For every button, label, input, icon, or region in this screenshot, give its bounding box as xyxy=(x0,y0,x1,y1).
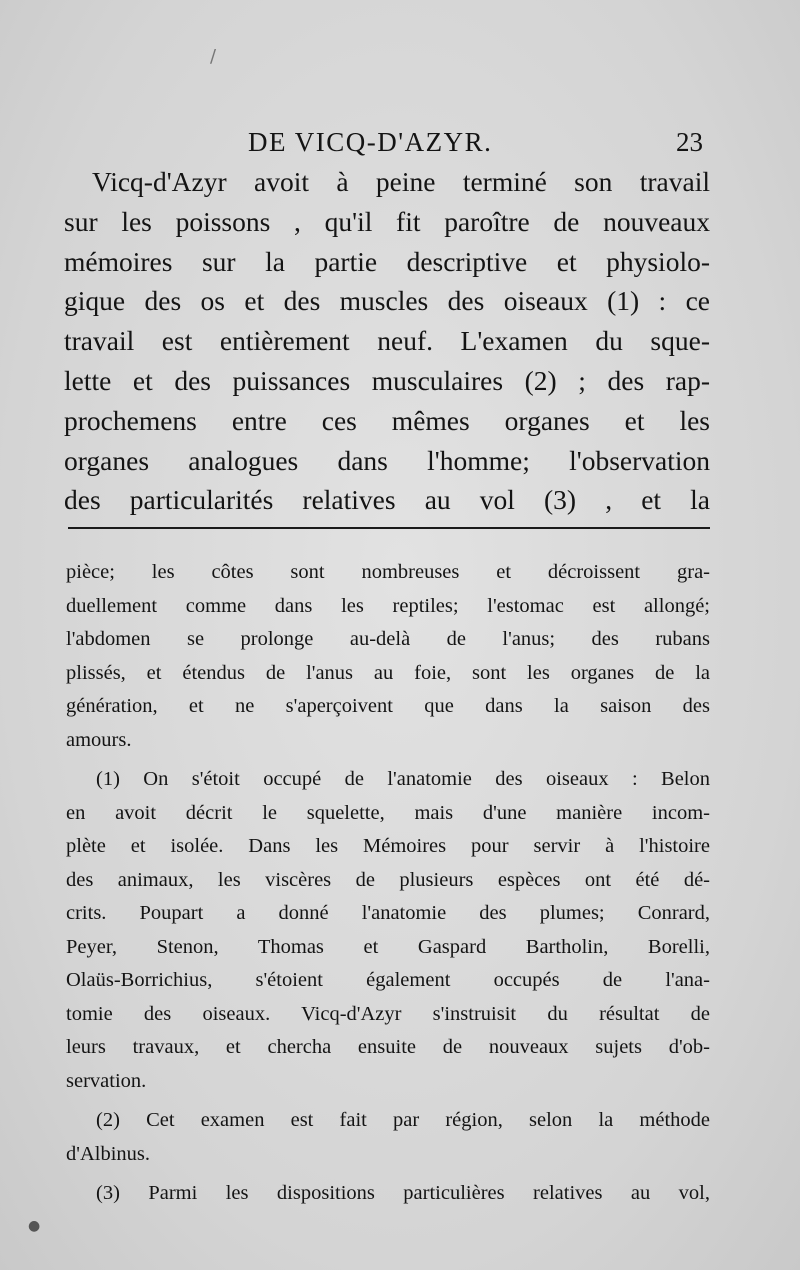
footnote-continuation xyxy=(66,556,710,757)
running-header xyxy=(0,124,800,160)
main-line: Vicq-d'Azyr avoit à peine terminé son travail xyxy=(92,166,710,197)
main-line: gique des os et des muscles des oiseaux (1) : ce xyxy=(64,285,710,317)
note-line: amours. xyxy=(66,728,132,751)
footnote-separator-rule xyxy=(68,527,710,529)
footnotes xyxy=(66,556,710,1217)
note-line: d'Albinus. xyxy=(66,1142,150,1165)
note-line: plète et isolée. Dans les Mémoires pour servir à l'histoire xyxy=(66,835,710,857)
note-line: Peyer, Stenon, Thomas et Gaspard Bartholin, Borelli, xyxy=(66,935,710,958)
ink-speck: ● xyxy=(28,1218,41,1234)
note-line: génération, et ne s'aperçoivent que dans la saison des xyxy=(66,695,710,717)
note-line: duellement comme dans les reptiles; l'estomac est allongé; xyxy=(66,594,710,617)
note-line: leurs travaux, et chercha ensuite de nouveaux sujets d'ob- xyxy=(66,1036,710,1058)
footnote-2 xyxy=(66,1104,710,1171)
note-line: Olaüs-Borrichius, s'étoient également occupés de l'ana- xyxy=(66,969,710,991)
note-line: des animaux, les viscères de plusieurs espèces ont été dé- xyxy=(66,868,710,891)
main-line: prochemens entre ces mêmes organes et les xyxy=(64,404,710,436)
footnote-1 xyxy=(66,763,710,1098)
note-line: l'abdomen se prolonge au-delà de l'anus; des rubans xyxy=(66,628,710,650)
main-paragraph xyxy=(64,162,710,520)
main-line: mémoires sur la partie descriptive et physiolo- xyxy=(64,245,710,277)
main-line: sur les poissons , qu'il fit paroître de nouveaux xyxy=(64,205,710,237)
note-line: crits. Poupart a donné l'anatomie des plumes; Conrard, xyxy=(66,902,710,924)
note-line: (2) Cet examen est fait par région, selon la méthode xyxy=(96,1109,710,1131)
note-line: (3) Parmi les dispositions particulières relatives au vol, xyxy=(96,1182,710,1204)
main-line: des particularités relatives au vol (3) , et la xyxy=(64,484,710,516)
note-line: pièce; les côtes sont nombreuses et décroissent gra- xyxy=(66,561,710,583)
pencil-mark: / xyxy=(210,46,217,67)
note-line: tomie des oiseaux. Vicq-d'Azyr s'instruisit du résultat de xyxy=(66,1002,710,1025)
note-line: plissés, et étendus de l'anus au foie, sont les organes de la xyxy=(66,661,710,684)
running-title: DE VICQ-D'AZYR. xyxy=(248,127,493,157)
note-line: en avoit décrit le squelette, mais d'une manière incom- xyxy=(66,801,710,824)
main-line: lette et des puissances musculaires (2) ; des rap- xyxy=(64,364,710,396)
footnote-3 xyxy=(66,1177,710,1211)
note-line: (1) On s'étoit occupé de l'anatomie des oiseaux : Belon xyxy=(96,768,710,790)
page-number: 23 xyxy=(676,127,703,157)
note-line: servation. xyxy=(66,1069,147,1092)
main-line: travail est entièrement neuf. L'examen du sque- xyxy=(64,325,710,357)
main-line: organes analogues dans l'homme; l'observation xyxy=(64,444,710,476)
